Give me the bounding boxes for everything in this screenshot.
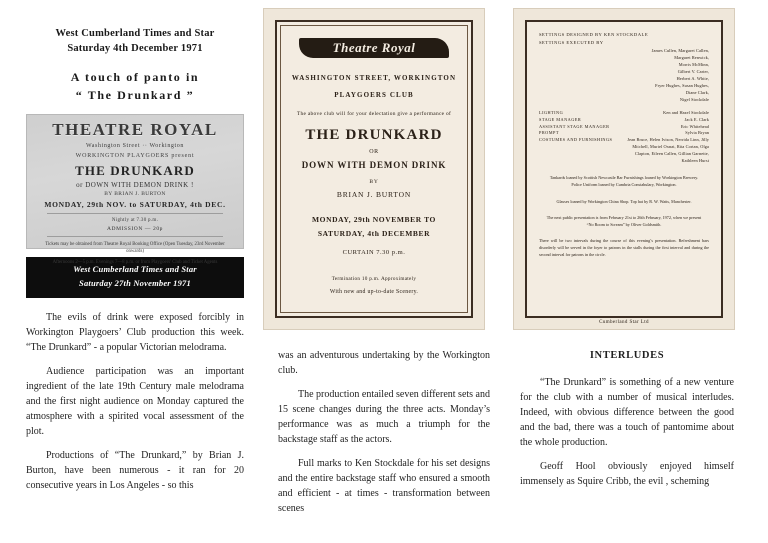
credits-role: STAGE MANAGER	[539, 116, 582, 122]
theatre-royal-banner	[299, 34, 449, 62]
advert-play-title: THE DRUNKARD	[75, 163, 195, 179]
advert-theatre-name: THEATRE ROYAL	[52, 120, 218, 140]
advert-address: Washington Street ·· Workington	[85, 143, 184, 150]
credits-name: Herbert A. White,	[676, 75, 709, 81]
article-title-line2: “ The Drunkard ”	[75, 88, 195, 103]
programme-curtain-time: CURTAIN 7.30 p.m.	[342, 249, 406, 257]
credits-glasses-note: Glasses loaned by Workington China Shop. Top hat by R. W. Watts, Manchester.	[556, 198, 692, 204]
advert-divider-1	[47, 213, 223, 214]
advert-play-subtitle: or DOWN WITH DEMON DRINK !	[76, 181, 194, 190]
advert-divider-2	[47, 236, 223, 237]
advert-presenter: WORKINGTON PLAYGOERS present	[75, 153, 195, 160]
programme-credits-frame	[525, 20, 723, 325]
programme-author: BRIAN J. BURTON	[336, 190, 412, 200]
programme-credits-image	[513, 8, 735, 330]
article-source-heading	[26, 26, 244, 56]
credits-name: Fryer Hughes, Susan Hughes,	[655, 82, 709, 88]
newspaper-advert-clipping	[26, 114, 244, 265]
section-heading-interludes: INTERLUDES	[589, 350, 665, 361]
credits-name: Morris McMinn,	[678, 61, 709, 67]
caption-publication: West Cumberland Times and Star	[73, 264, 197, 275]
programme-cover-frame	[275, 20, 473, 318]
credits-role: COSTUMES AND FURNISHINGS	[539, 137, 613, 143]
banner-text: Theatre Royal	[332, 40, 416, 55]
middle-article-body	[278, 348, 490, 525]
credits-spacer	[539, 48, 621, 104]
article-title	[26, 68, 244, 104]
credits-settings-executed: SETTINGS EXECUTED BY	[539, 40, 604, 45]
credits-person: Sylvia Bryan	[685, 130, 709, 136]
credits-person: Jean Bruce, Helen Ivison, Nerrida Linn, Jilly Mitchell, Muriel Oxnat, Rita Cortan, Olga Clapton, Eileen Callen, Gillian Garnette, Kathleen Hurst	[627, 137, 709, 164]
credits-row	[539, 130, 709, 137]
source-publication: West Cumberland Times and Star	[55, 28, 215, 39]
credits-crew-list	[539, 110, 709, 166]
credits-row	[539, 124, 709, 131]
paragraph: Full marks to Ken Stockdale for his set designs and the entire backstage staff who ensured a smooth and efficient - at times - transformation between scenes	[278, 458, 490, 514]
advert-play-author: BY BRIAN J. BURTON	[104, 191, 166, 198]
programme-scenery-note: With new and up-to-date Scenery.	[329, 289, 419, 296]
credits-name: James Cullen, Margaret Callen,	[651, 48, 709, 53]
credits-role: LIGHTING	[539, 109, 564, 115]
caption-date: Saturday 27th November 1971	[79, 278, 191, 289]
programme-address: WASHINGTON STREET, WORKINGTON	[291, 74, 457, 82]
paragraph: The production entailed seven different sets and 15 scene changes during the three acts. Monday’s performance was as much a triumph for the backstage staff as the actors.	[278, 389, 490, 445]
credits-name: Diane Clark,	[685, 89, 709, 95]
paragraph: was an adventurous undertaking by the Workington club.	[278, 350, 490, 376]
paragraph: Productions of “The Drunkard,” by Brian J. Burton, have been numerous - it ran for 20 consecutive years in Los Angeles - so this	[26, 449, 244, 491]
credits-name: Nigel Stockdale	[679, 96, 709, 102]
programme-termination: Termination 10 p.m. Approximately	[331, 276, 417, 283]
advert-opening-hours: Afternoons 2—5 p.m. Evenings 7—8 p.m. or from Playgoers' Club and Ticket Agents	[52, 259, 218, 265]
credits-row	[539, 110, 709, 117]
left-column	[26, 26, 244, 502]
left-article-body	[26, 310, 244, 493]
credits-row	[539, 137, 709, 165]
programme-date-start: MONDAY, 29th NOVEMBER TO	[311, 215, 436, 225]
right-article-body	[520, 348, 734, 498]
credits-name: Gilbert V. Carter,	[677, 68, 709, 74]
programme-cover-image	[263, 8, 485, 330]
credits-interval-note: There will be two intervals during the course of this evening’s presentation. Refreshment bars disorderly will be served in the foyer to patrons in the stalls during the first interval and during the second interval for patrons in the circle.	[539, 237, 709, 258]
credits-loans-note: Tankards loaned by Scottish Newcastle Bar Furnishings loaned by Workington Brewery. Police Uniform loaned by Cumbria Constabulary, Workington.	[549, 175, 699, 188]
credits-person: Eric Whitehead	[680, 123, 709, 129]
credits-person: Ken and Hazel Stockdale	[663, 109, 709, 115]
programme-intro-line: The above club will for your delectation give a performance of	[296, 111, 452, 117]
advert-run-dates: MONDAY, 29th NOV. to SATURDAY, 4th DEC.	[44, 200, 226, 210]
credits-role: ASSISTANT STAGE MANAGER	[539, 123, 610, 129]
article-title-line1: A touch of panto in	[70, 70, 200, 85]
credits-executed-row	[539, 48, 709, 104]
credits-row	[539, 117, 709, 124]
programme-play-title: THE DRUNKARD	[305, 127, 443, 144]
advert-admission: ADMISSION — 20p	[106, 226, 164, 233]
credits-executed-names	[624, 48, 709, 104]
programme-or: OR	[369, 149, 379, 156]
credits-printer: Cumberland Star Ltd	[599, 320, 649, 325]
programme-by-label: BY	[369, 179, 379, 186]
credits-name: Margaret Renwick,	[674, 54, 709, 60]
paragraph: Geoff Hool obviously enjoyed himself immensely as Squire Cribb, the evil , scheming	[520, 460, 734, 487]
programme-club: PLAYGOERS CLUB	[334, 91, 414, 99]
source-date: Saturday 4th December 1971	[67, 43, 203, 55]
credits-role: PROMPT	[539, 130, 559, 136]
paragraph: “The Drunkard” is something of a new venture for the club with a number of musical interludes. Indeed, with obvious difference between the good and the bad, there was a touch of pantomime about the whole production.	[520, 376, 734, 448]
credits-next-production-note: The next public presentation is from February 21st to 26th February, 1972, when we present “No Room to Scream” by Oliver Goldsmith.	[546, 214, 702, 227]
credits-person: Jack E. Clark	[684, 116, 709, 122]
advert-booking-info: Tickets may be obtained from Theatre Royal Booking Office (Open Tuesday, 23rd November onwards)	[45, 242, 225, 255]
advert-nightly-time: Nightly at 7.30 p.m.	[111, 218, 159, 224]
programme-play-subtitle: DOWN WITH DEMON DRINK	[301, 160, 447, 171]
credits-settings-designed: SETTINGS DESIGNED BY KEN STOCKDALE	[539, 32, 649, 37]
paragraph: Audience participation was an important ingredient of the late 19th Century male melodrama and the first night audience on Monday captured the atmosphere with a spirited vocal assessment of the plot.	[26, 365, 244, 437]
paragraph: The evils of drink were exposed forcibly in Workington Playgoers’ Club production this week. “The Drunkard” - a popular Victorian melodrama.	[26, 311, 244, 353]
programme-date-end: SATURDAY, 4th DECEMBER	[317, 229, 431, 239]
